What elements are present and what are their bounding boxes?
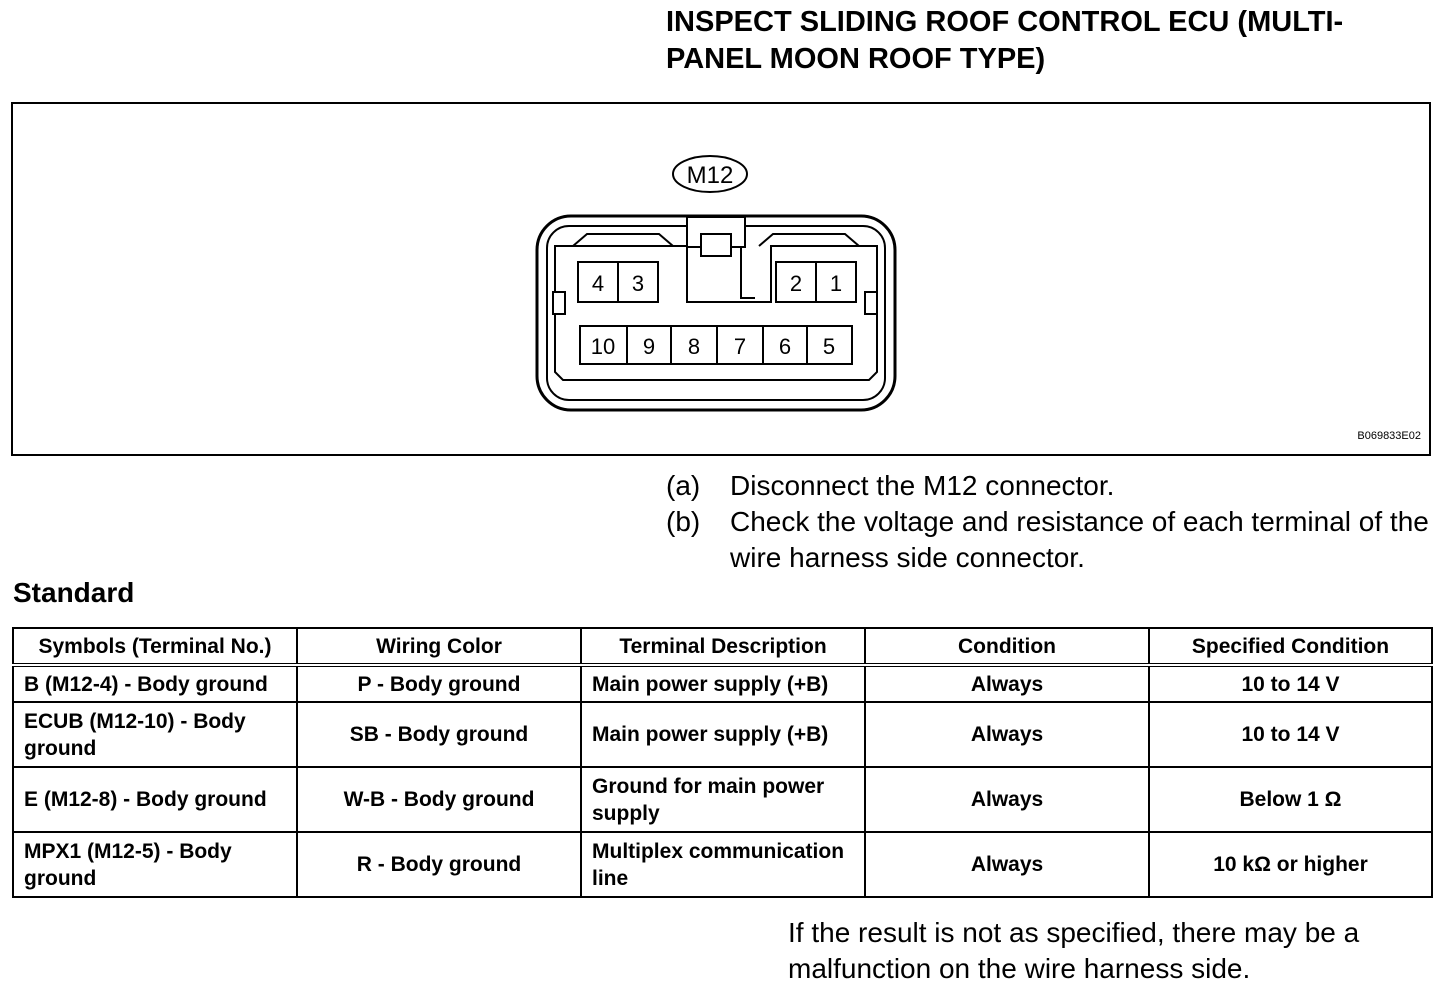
pin-3-label: 3 (631, 271, 645, 296)
right-notch (865, 292, 877, 314)
table-cell: 10 to 14 V (1149, 665, 1432, 702)
procedure-steps (666, 468, 1436, 576)
result-note: If the result is not as specified, there may be a malfunction on the wire harness side. (788, 917, 1360, 984)
specification-table (12, 627, 1433, 898)
pin-5-label: 5 (822, 334, 836, 359)
step-b (666, 504, 1436, 576)
pin-1-label: 1 (829, 271, 843, 296)
table-row (13, 832, 1432, 897)
table-cell: Multiplex communication line (581, 832, 865, 897)
table-cell: 10 kΩ or higher (1149, 832, 1432, 897)
table-cell: W-B - Body ground (297, 767, 581, 832)
step-marker: (b) (666, 506, 701, 537)
connector-label: M12 (686, 162, 734, 189)
step-marker: (a) (666, 470, 701, 501)
connector-diagram (13, 104, 1429, 454)
table-cell: Always (865, 832, 1149, 897)
column-header: Wiring Color (297, 628, 581, 665)
table-cell: Always (865, 767, 1149, 832)
keyway (741, 247, 755, 298)
pin-group-bottom (580, 326, 852, 364)
figure-code: B069833E02 (1357, 430, 1421, 442)
pin-7-label: 7 (733, 334, 747, 359)
column-header: Condition (865, 628, 1149, 665)
table-row (13, 665, 1432, 702)
title-line-2: PANEL MOON ROOF TYPE) (666, 43, 1046, 75)
table-cell: Always (865, 702, 1149, 767)
standard-heading: Standard (13, 577, 135, 608)
table-cell: R - Body ground (297, 832, 581, 897)
table-cell: Below 1 Ω (1149, 767, 1432, 832)
column-header: Symbols (Terminal No.) (13, 628, 297, 665)
table-cell: ECUB (M12-10) - Body ground (13, 702, 297, 767)
column-header: Specified Condition (1149, 628, 1432, 665)
pin-6-label: 6 (778, 334, 792, 359)
table-cell: Main power supply (+B) (581, 702, 865, 767)
pin-4-label: 4 (591, 271, 605, 296)
pin-9-label: 9 (642, 334, 656, 359)
pin-8-label: 8 (687, 334, 701, 359)
table-cell: MPX1 (M12-5) - Body ground (13, 832, 297, 897)
step-text: Disconnect the M12 connector. (730, 470, 1115, 501)
connector-figure (11, 102, 1431, 456)
table-cell: 10 to 14 V (1149, 702, 1432, 767)
latch-tab (701, 234, 731, 256)
table-cell: Ground for main power supply (581, 767, 865, 832)
table-cell: P - Body ground (297, 665, 581, 702)
table-header-row (13, 628, 1432, 665)
table-row (13, 767, 1432, 832)
table-row (13, 702, 1432, 767)
left-ridge (573, 234, 673, 246)
pin-10-label: 10 (590, 334, 616, 359)
column-header: Terminal Description (581, 628, 865, 665)
table-cell: Main power supply (+B) (581, 665, 865, 702)
step-text: Check the voltage and resistance of each terminal of the wire harness side connector. (730, 506, 1429, 573)
right-ridge (759, 234, 859, 246)
step-a (666, 468, 1436, 504)
title-line-1: INSPECT SLIDING ROOF CONTROL ECU (MULTI- (666, 6, 1344, 38)
page-title (666, 4, 1426, 78)
left-notch (553, 292, 565, 314)
pin-group-top-left (578, 262, 658, 302)
pin-group-top-right (776, 262, 856, 302)
table-cell: E (M12-8) - Body ground (13, 767, 297, 832)
pin-2-label: 2 (789, 271, 803, 296)
table-cell: B (M12-4) - Body ground (13, 665, 297, 702)
table-cell: SB - Body ground (297, 702, 581, 767)
table-cell: Always (865, 665, 1149, 702)
